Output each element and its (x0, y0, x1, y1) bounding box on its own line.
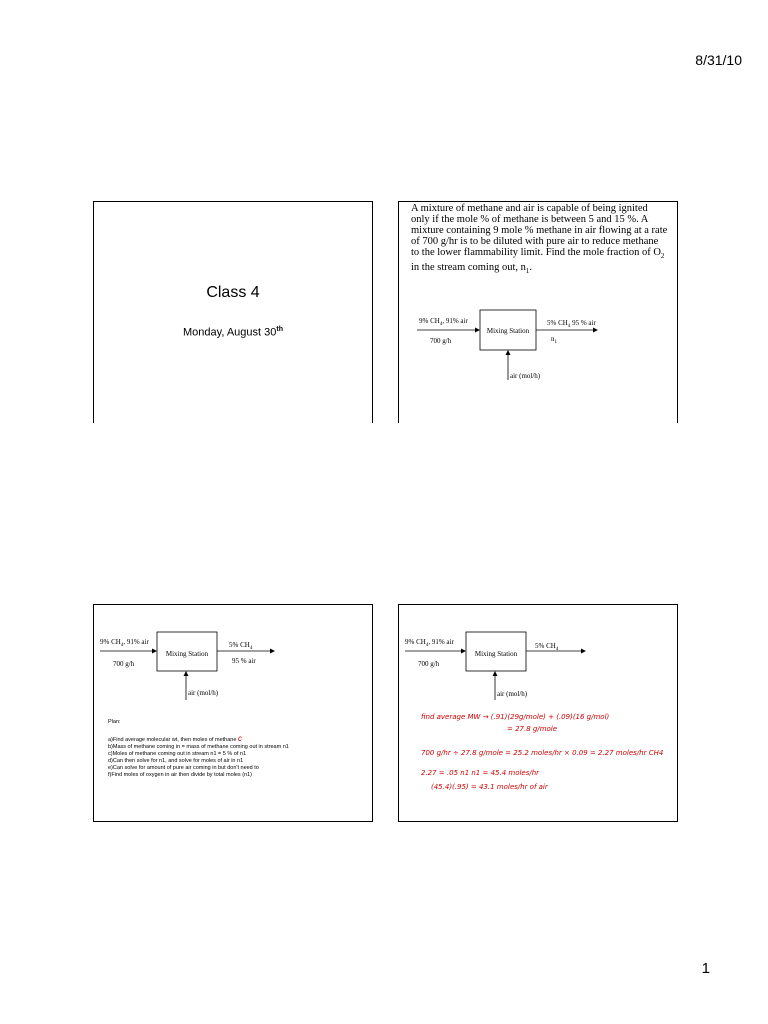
inlet-label (405, 638, 454, 648)
inlet-label-rest: , 91% air (442, 317, 468, 325)
outlet-label-text: 5% CH (535, 642, 556, 650)
air-arrowhead (493, 671, 498, 676)
plan-item: c)Moles of methane coming out in stream n1 = 5 % of n1 (108, 751, 247, 757)
handwriting-line: = 27.8 g/mole (507, 725, 558, 733)
inlet-label-text: 9% CH (100, 638, 121, 646)
air-arrowhead (184, 671, 189, 676)
plan-item: d)Can then solve for n1, and solve for moles of air in n1 (108, 758, 244, 764)
outlet-label (547, 319, 596, 329)
plan-list (108, 719, 370, 779)
inlet-label-rest: , 91% air (428, 638, 454, 646)
inlet-rate: 700 g/h (113, 660, 135, 668)
air-label: air (mol/h) (188, 689, 219, 697)
box-label: Mixing Station (474, 650, 518, 658)
mixing-station-diagram (94, 605, 373, 822)
handwritten-solution (421, 709, 677, 813)
subtitle-superscript: th (276, 326, 283, 333)
outlet-arrowhead (270, 649, 275, 654)
plan-annotation: c (237, 734, 242, 743)
outlet-arrowhead (593, 328, 598, 333)
problem-sub-o2: 2 (660, 252, 665, 261)
slide-title-class4 (93, 201, 373, 423)
box-label: Mixing Station (486, 327, 530, 335)
outlet-label-air: 95 % air (232, 657, 256, 665)
outlet-label-sub: 4 (555, 647, 559, 652)
air-label: air (mol/h) (497, 690, 528, 698)
subtitle-text: Monday, August 30 (183, 326, 277, 339)
outlet-arrowhead (581, 649, 586, 654)
inlet-label-sub: 4 (439, 322, 443, 327)
inlet-label (100, 638, 149, 648)
handwriting-line: find average MW → (.91)(29g/mole) + (.09)(16 g/mol) (421, 713, 610, 721)
inlet-arrowhead (152, 649, 157, 654)
plan-item-text: a)Find average molecular wt, then moles of methane (108, 737, 237, 743)
inlet-rate: 700 g/h (430, 337, 452, 345)
inlet-label-sub: 4 (120, 643, 124, 648)
inlet-arrowhead (475, 328, 480, 333)
slide-solution (398, 604, 678, 822)
plan-title: Plan: (108, 719, 121, 725)
outlet-label-rest: 95 % air (570, 319, 596, 327)
outlet-label-sub: 4 (249, 646, 253, 651)
plan-item: f)Find moles of oxygen in air then divide by total moles (n1) (108, 772, 252, 778)
handwriting-line: 2.27 = .05 n1 n1 = 45.4 moles/hr (421, 769, 540, 777)
mixing-station-diagram (399, 202, 678, 423)
slide-title: Class 4 (206, 284, 260, 301)
problem-text-end: . (529, 262, 533, 274)
handwriting-line: (45.4)(.95) = 43.1 moles/hr of air (431, 783, 548, 791)
slide-subtitle (94, 326, 372, 339)
outlet-label (535, 642, 559, 652)
problem-text-2: in the stream coming out, n (411, 262, 526, 274)
outlet-label-text: 5% CH (547, 319, 568, 327)
problem-sub-n1: 1 (525, 267, 530, 276)
inlet-label-sub: 4 (425, 643, 429, 648)
inlet-label (419, 317, 468, 327)
outlet-n-sub: 1 (554, 340, 557, 345)
slide-plan (93, 604, 373, 822)
inlet-label-rest: , 91% air (123, 638, 149, 646)
inlet-rate: 700 g/h (418, 660, 440, 668)
air-label: air (mol/h) (510, 372, 541, 380)
page-date: 8/31/10 (695, 52, 742, 68)
plan-item (108, 735, 370, 744)
inlet-label-text: 9% CH (405, 638, 426, 646)
inlet-label-text: 9% CH (419, 317, 440, 325)
box-label: Mixing Station (165, 650, 209, 658)
outlet-n: n (551, 335, 555, 343)
outlet-label-sub: 4 (567, 324, 571, 329)
slide-problem (398, 201, 678, 423)
problem-text: A mixture of methane and air is capable of being ignited only if the mole % of methane is between 5 and 15 %. A mixture containing 9 mole % methane in air flowing at a rate of 700 g/hr is to be diluted with pure air to reduce methane to the lower flammability limit. Find the mole fraction of O (411, 203, 668, 258)
air-arrowhead (506, 350, 511, 355)
plan-item: b)Mass of methane coming in = mass of methane coming out in stream n1 (108, 744, 289, 750)
page-number: 1 (701, 960, 710, 977)
plan-item: e)Can solve for amount of pure air coming in but don't need to (108, 765, 259, 771)
inlet-arrowhead (461, 649, 466, 654)
outlet-n1 (551, 335, 558, 345)
outlet-label (229, 641, 253, 651)
handwriting-line: 700 g/hr ÷ 27.8 g/mole = 25.2 moles/hr × 0.09 = 2.27 moles/hr CH4 (421, 749, 664, 757)
outlet-label-text: 5% CH (229, 641, 250, 649)
